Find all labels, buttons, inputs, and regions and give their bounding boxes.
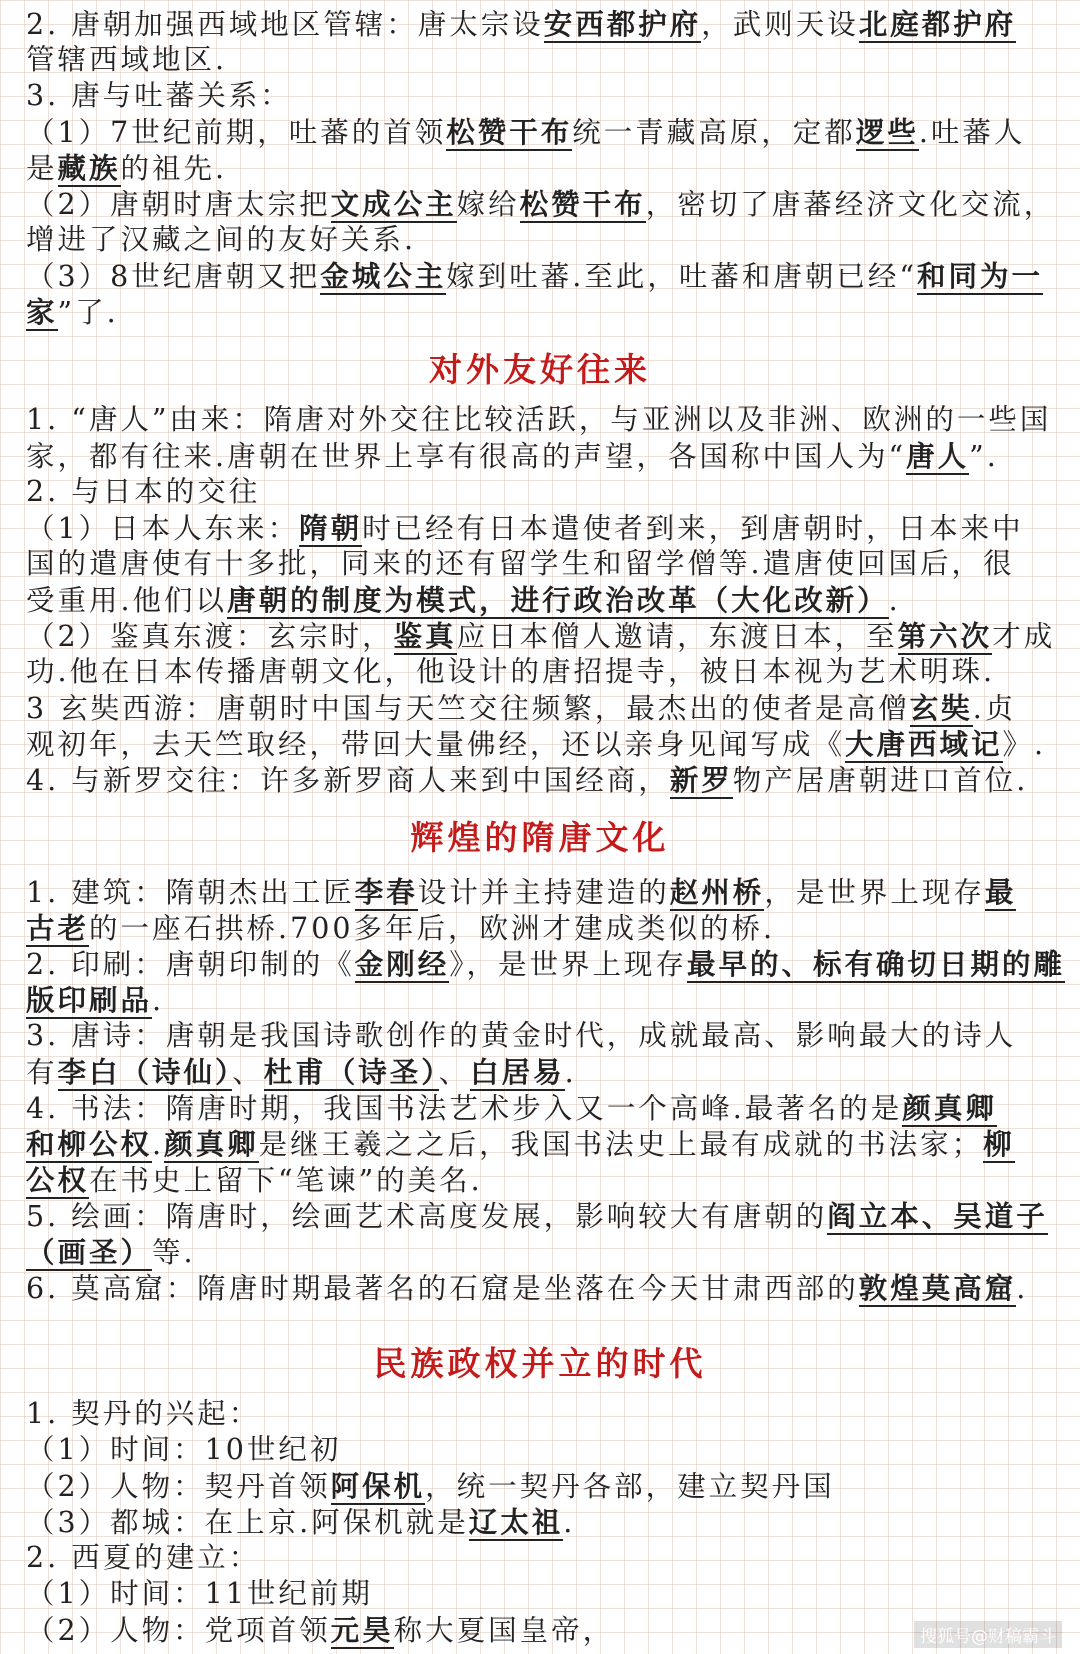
text-line: 观初年，去天竺取经，带回大量佛经，还以亲身见闻写成《大唐西域记》. — [26, 727, 1047, 761]
section-title: 对外友好往来 — [429, 350, 651, 389]
text-line: 管辖西域地区. — [26, 43, 228, 76]
text-line: 是藏族的祖先. — [26, 151, 228, 185]
text-line: 功.他在日本传播唐朝文化，他设计的唐招提寺，被日本视为艺术明珠. — [26, 655, 996, 688]
text-line: （1）时间：11世纪前期 — [26, 1577, 373, 1610]
text-line: （1）7世纪前期，吐蕃的首领松赞干布统一青藏高原，定都逻些.吐蕃人 — [26, 115, 1026, 149]
text-line: （画圣）等. — [26, 1235, 196, 1269]
text-line: 公权在书史上留下“笔谏”的美名. — [26, 1163, 483, 1197]
text-line: 版印刷品. — [26, 983, 165, 1017]
text-line: 1. 建筑：隋朝杰出工匠李春设计并主持建造的赵州桥，是世界上现存最 — [26, 875, 1017, 909]
section-title: 辉煌的隋唐文化 — [410, 818, 670, 857]
text-line: 国的遣唐使有十多批，同来的还有留学生和留学僧等.遣唐使回国后，很 — [26, 547, 1015, 580]
text-line: 4. 书法：隋唐时期，我国书法艺术步入又一个高峰.最著名的是颜真卿 — [26, 1091, 997, 1125]
text-line: 家”了. — [26, 295, 119, 329]
text-line: 增进了汉藏之间的友好关系. — [26, 223, 417, 256]
text-line: 3 玄奘西游：唐朝时中国与天竺交往频繁，最杰出的使者是高僧玄奘.贞 — [26, 691, 1017, 725]
text-line: （3）8世纪唐朝又把金城公主嫁到吐蕃.至此，吐蕃和唐朝已经“和同为一 — [26, 259, 1043, 293]
text-line: （2）鉴真东渡：玄宗时，鉴真应日本僧人邀请，东渡日本，至第六次才成 — [26, 619, 1056, 653]
text-line: 受重用.他们以唐朝的制度为模式，进行政治改革（大化改新）. — [26, 583, 901, 617]
text-line: （2）唐朝时唐太宗把文成公主嫁给松赞干布，密切了唐蕃经济文化交流， — [26, 187, 1056, 221]
text-line: 6. 莫高窟：隋唐时期最著名的石窟是坐落在今天甘肃西部的敦煌莫高窟. — [26, 1271, 1029, 1305]
section-title: 民族政权并立的时代 — [373, 1344, 707, 1383]
text-line: 古老的一座石拱桥.700多年后，欧洲才建成类似的桥. — [26, 911, 776, 945]
text-line: （3）都城：在上京.阿保机就是辽太祖. — [26, 1505, 576, 1539]
text-line: 3. 唐诗：唐朝是我国诗歌创作的黄金时代，成就最高、影响最大的诗人 — [26, 1019, 1017, 1052]
text-line: 2. 唐朝加强西域地区管辖：唐太宗设安西都护府，武则天设北庭都护府 — [26, 7, 1017, 41]
text-line: （2）人物：党项首领元昊称大夏国皇帝， — [26, 1613, 615, 1647]
text-line: 家，都有往来.唐朝在世界上享有很高的声望，各国称中国人为“唐人”. — [26, 439, 999, 473]
text-line: 1. 契丹的兴起： — [26, 1397, 261, 1430]
text-line: 有李白（诗仙）、杜甫（诗圣）、白居易. — [26, 1055, 577, 1089]
text-line: 3. 唐与吐蕃关系： — [26, 79, 292, 112]
text-line: 4. 与新罗交往：许多新罗商人来到中国经商，新罗物产居唐朝进口首位. — [26, 763, 1029, 797]
text-line: 2. 与日本的交往 — [26, 475, 261, 508]
text-line: 5. 绘画：隋唐时，绘画艺术高度发展，影响较大有唐朝的阎立本、吴道子 — [26, 1199, 1048, 1233]
text-line: 2. 西夏的建立： — [26, 1541, 261, 1574]
text-line: 1. “唐人”由来：隋唐对外交往比较活跃，与亚洲以及非洲、欧洲的一些国 — [26, 403, 1052, 436]
text-line: 和柳公权.颜真卿是继王羲之之后，我国书法史上最有成就的书法家；柳 — [26, 1127, 1015, 1161]
text-line: （2）人物：契丹首领阿保机，统一契丹各部，建立契丹国 — [26, 1469, 835, 1503]
watermark: 搜狐号@财稿霸斗 — [914, 1621, 1062, 1648]
text-line: （1）日本人东来：隋朝时已经有日本遣使者到来，到唐朝时，日本来中 — [26, 511, 1024, 545]
text-line: 2. 印刷：唐朝印制的《金刚经》，是世界上现存最早的、标有确切日期的雕 — [26, 947, 1066, 981]
text-line: （1）时间：10世纪初 — [26, 1433, 342, 1466]
